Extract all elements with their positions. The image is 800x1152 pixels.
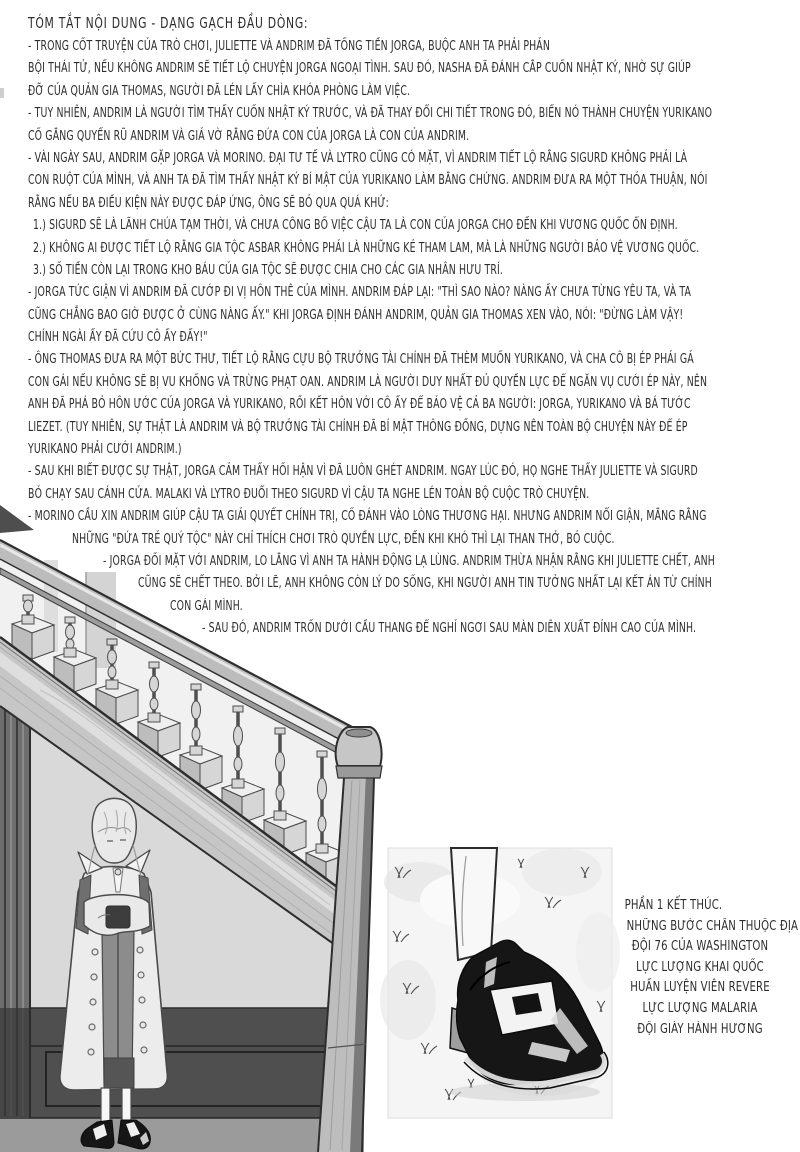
summary-line: - ÔNG THOMAS ĐƯA RA MỘT BỨC THƯ, TIẾT LỘ RẰNG CỰU BỘ TRƯỞNG TÀI CHÍNH ĐÃ THÈM MUỐN YURIKANO, VÀ CHA CÔ BỊ ÉP PHẢI GẢ [28, 352, 694, 368]
summary-line: CON RUỘT CỦA MÌNH, VÀ ANH TA ĐÃ TÌM THẤY NHẬT KÝ BÍ MẬT CỦA YURIKANO LÀM BẰNG CHỨNG. ANDRIM ĐƯA RA MỘT THỎA THUẬN, NÓI [28, 173, 708, 189]
summary-line: CHÍNH NGÀI ẤY ĐÃ CỨU CÔ ẤY ĐẤY!" [28, 330, 208, 346]
leg [101, 1088, 110, 1124]
ending-line: NHỮNG BƯỚC CHÂN THUỘC ĐỊA [626, 918, 799, 934]
staircase-illustration [0, 495, 800, 1152]
summary-line: BỘI THÁI TỬ, NẾU KHÔNG ANDRIM SẼ TIẾT LỘ CHUYỆN JORGA NGOẠI TÌNH. SAU ĐÓ, NASHA ĐÃ ĐÁNH CẮP CUỐN NHẬT KÝ, NHỜ SỰ GIÚP [28, 61, 691, 77]
summary-line: - TRONG CỐT TRUYỆN CỦA TRÒ CHƠI, JULIETTE VÀ ANDRIM ĐÃ TỐNG TIỀN JORGA, BUỘC ANH TA PHẢI PHẢN [28, 39, 551, 54]
ending-line: PHẦN 1 KẾT THÚC. [624, 898, 723, 913]
ending-line: ĐỘI 76 CỦA WASHINGTON [631, 939, 769, 955]
summary-line: ĐỠ CỦA QUẢN GIA THOMAS, NGƯỜI ĐÃ LÉN LẤY CHÌA KHÓA PHÒNG LÀM VIỆC. [28, 83, 411, 99]
summary-line-condition-1: 1.) SIGURD SẼ LÀ LÃNH CHÚA TẠM THỜI, VÀ CHƯA CÔNG BỐ VIỆC CẬU TA LÀ CON CỦA JORGA CHO ĐẾN KHI VƯƠNG QUỐC ỔN ĐỊNH. [33, 218, 678, 234]
summary-line: - VÀI NGÀY SAU, ANDRIM GẶP JORGA VÀ MORINO. ĐẠI TƯ TẾ VÀ LYTRO CŨNG CÓ MẶT, VÌ ANDRIM TIẾT LỘ RẰNG SIGURD KHÔNG PHẢI LÀ [28, 150, 688, 166]
summary-line-condition-3: 3.) SỐ TIỀN CÒN LẠI TRONG KHO BÁU CỦA GIA TỘC SẼ ĐƯỢC CHIA CHO CÁC GIA NHÂN HƯU TRÍ. [33, 262, 504, 278]
summary-line-condition-2: 2.) KHÔNG AI ĐƯỢC TIẾT LỘ RẰNG GIA TỘC ASBAR KHÔNG PHẢI LÀ NHỮNG KẺ THAM LAM, MÀ LÀ NHỮNG NGƯỜI BẢO VỆ VƯƠNG QUỐC. [33, 240, 700, 256]
summary-line: BỎ CHẠY SAU CÁNH CỬA. MALAKI VÀ LYTRO ĐUỔI THEO SIGURD VÌ CẬU TA NGHE LÉN TOÀN BỘ CUỘC TRÒ CHUYỆN. [28, 486, 590, 502]
newel-collar [336, 766, 382, 778]
summary-line: - JORGA TỨC GIẬN VÌ ANDRIM ĐÃ CƯỚP ĐI VỊ HÔN THÊ CỦA MÌNH. ANDRIM ĐÁP LẠI: "THÌ SAO NÀO? NÀNG ẤY CHƯA TỪNG YÊU TA, VÀ TA [28, 285, 692, 301]
leg [122, 1088, 131, 1124]
summary-line: YURIKANO PHẢI CƯỚI ANDRIM.) [28, 442, 182, 458]
summary-line: - TUY NHIÊN, ANDRIM LÀ NGƯỜI TÌM THẤY CUỐN NHẬT KÝ TRƯỚC, VÀ ĐÃ THAY ĐỔI CHI TIẾT TRONG ĐÓ, BIẾN NÓ THÀNH CHUYỆN YURIKANO [28, 106, 713, 122]
ending-line: HUẤN LUYỆN VIÊN REVERE [630, 980, 770, 996]
summary-line: - MORINO CẦU XIN ANDRIM GIÚP CẬU TA GIẢI QUYẾT CHÍNH TRỊ, CỐ ĐÁNH VÀO LÒNG THƯƠNG HẠI. NHƯNG ANDRIM NỔI GIẬN, MẮNG RẰNG [28, 509, 707, 525]
summary-title: TÓM TẮT NỘI DUNG - DẠNG GẠCH ĐẦU DÒNG: [28, 14, 309, 32]
ending-line: LỰC LƯỢNG MALARIA [642, 1000, 758, 1016]
ending-line: LỰC LƯỢNG KHAI QUỐC [636, 959, 764, 975]
summary-line: LIEZET. (TUY NHIÊN, SỰ THẬT LÀ ANDRIM VÀ BỘ TRƯỞNG TÀI CHÍNH ĐÃ BÍ MẬT THÔNG ĐỒNG, DỰNG NÊN TOÀN BỘ CHUYỆN NÀY ĐỂ ÉP [28, 419, 688, 435]
summary-line: RẰNG NẾU BA ĐIỀU KIỆN NÀY ĐƯỢC ĐÁP ỨNG, ÔNG SẼ BỎ QUA QUÁ KHỨ: [28, 195, 389, 211]
floor [0, 1118, 364, 1152]
summary-line: CỐ GẮNG QUYẾN RŨ ANDRIM VÀ GIẢ VỜ RẰNG ĐỨA CON CỦA JORGA LÀ CON CỦA ANDRIM. [28, 128, 470, 144]
summary-line: - JORGA ĐỐI MẶT VỚI ANDRIM, LO LẮNG VÌ ANH TA HÀNH ĐỘNG LẠ LÙNG. ANDRIM THỪA NHẬN RẰNG KHI JULIETTE CHẾT, ANH [103, 553, 715, 569]
panel-leg [451, 848, 497, 960]
upper-flight-rail-tip [0, 505, 34, 533]
summary-line: NHỮNG "ĐỨA TRẺ QUÝ TỘC" NÀY CHỈ THÍCH CHƠI TRÒ QUYỀN LỰC, ĐẾN KHI KHÓ THÌ LẠI THAN THỞ, BỎ CUỘC. [72, 531, 615, 547]
summary-line: CŨNG CHẲNG BAO GIỜ ĐƯỢC Ở CÙNG NÀNG ẤY." KHI JORGA ĐỊNH ĐÁNH ANDRIM, QUẢN GIA THOMAS XEN VÀO, NÓI: "ĐỪNG LÀM VẬY! [28, 307, 684, 323]
pilaster [0, 706, 30, 1118]
scan-artifact [0, 88, 4, 98]
shoe-panel [380, 848, 620, 1118]
summary-line: ANH ĐÃ PHÁ BỎ HÔN ƯỚC CỦA JORGA VÀ YURIKANO, RỒI KẾT HÔN VỚI CÔ ẤY ĐỂ BẢO VỆ CẢ BA NGƯỜI: JORGA, YURIKANO VÀ BÁ TƯỚC [28, 397, 691, 413]
summary-line: CŨNG SẼ CHẾT THEO. BỞI LẼ, ANH KHÔNG CÒN LÝ DO SỐNG, KHI NGƯỜI ANH TIN TƯỞNG NHẤT LẠI KẾT ÁN TỪ CHÍNH [138, 576, 712, 592]
summary-line: CON GÁI NẾU KHÔNG SẼ BỊ VU KHỐNG VÀ TRỪNG PHẠT OAN. ANDRIM LÀ NGƯỜI DUY NHẤT ĐỦ QUYỀN LỰC ĐỂ NGĂN VỤ CƯỚI ÉP NÀY, NÊN [28, 374, 708, 390]
dark-cuff [106, 906, 130, 928]
summary-line: - SAU KHI BIẾT ĐƯỢC SỰ THẬT, JORGA CẢM THẤY HỐI HẬN VÌ ĐÃ LUÔN GHÉT ANDRIM. NGAY LÚC ĐÓ, HỌ NGHE THẤY JULIETTE VÀ SIGURD [28, 464, 698, 480]
ending-caption [606, 896, 799, 1040]
summary-line: - SAU ĐÓ, ANDRIM TRỐN DƯỚI CẦU THANG ĐỂ NGHỈ NGƠI SAU MÀN DIỄN XUẤT ĐỈNH CAO CỦA MÌNH. [202, 621, 697, 637]
summary-line: CON GÁI MÌNH. [170, 598, 243, 614]
ending-line: ĐỘI GIÀY HÀNH HƯƠNG [637, 1021, 763, 1037]
baluster [22, 595, 34, 624]
